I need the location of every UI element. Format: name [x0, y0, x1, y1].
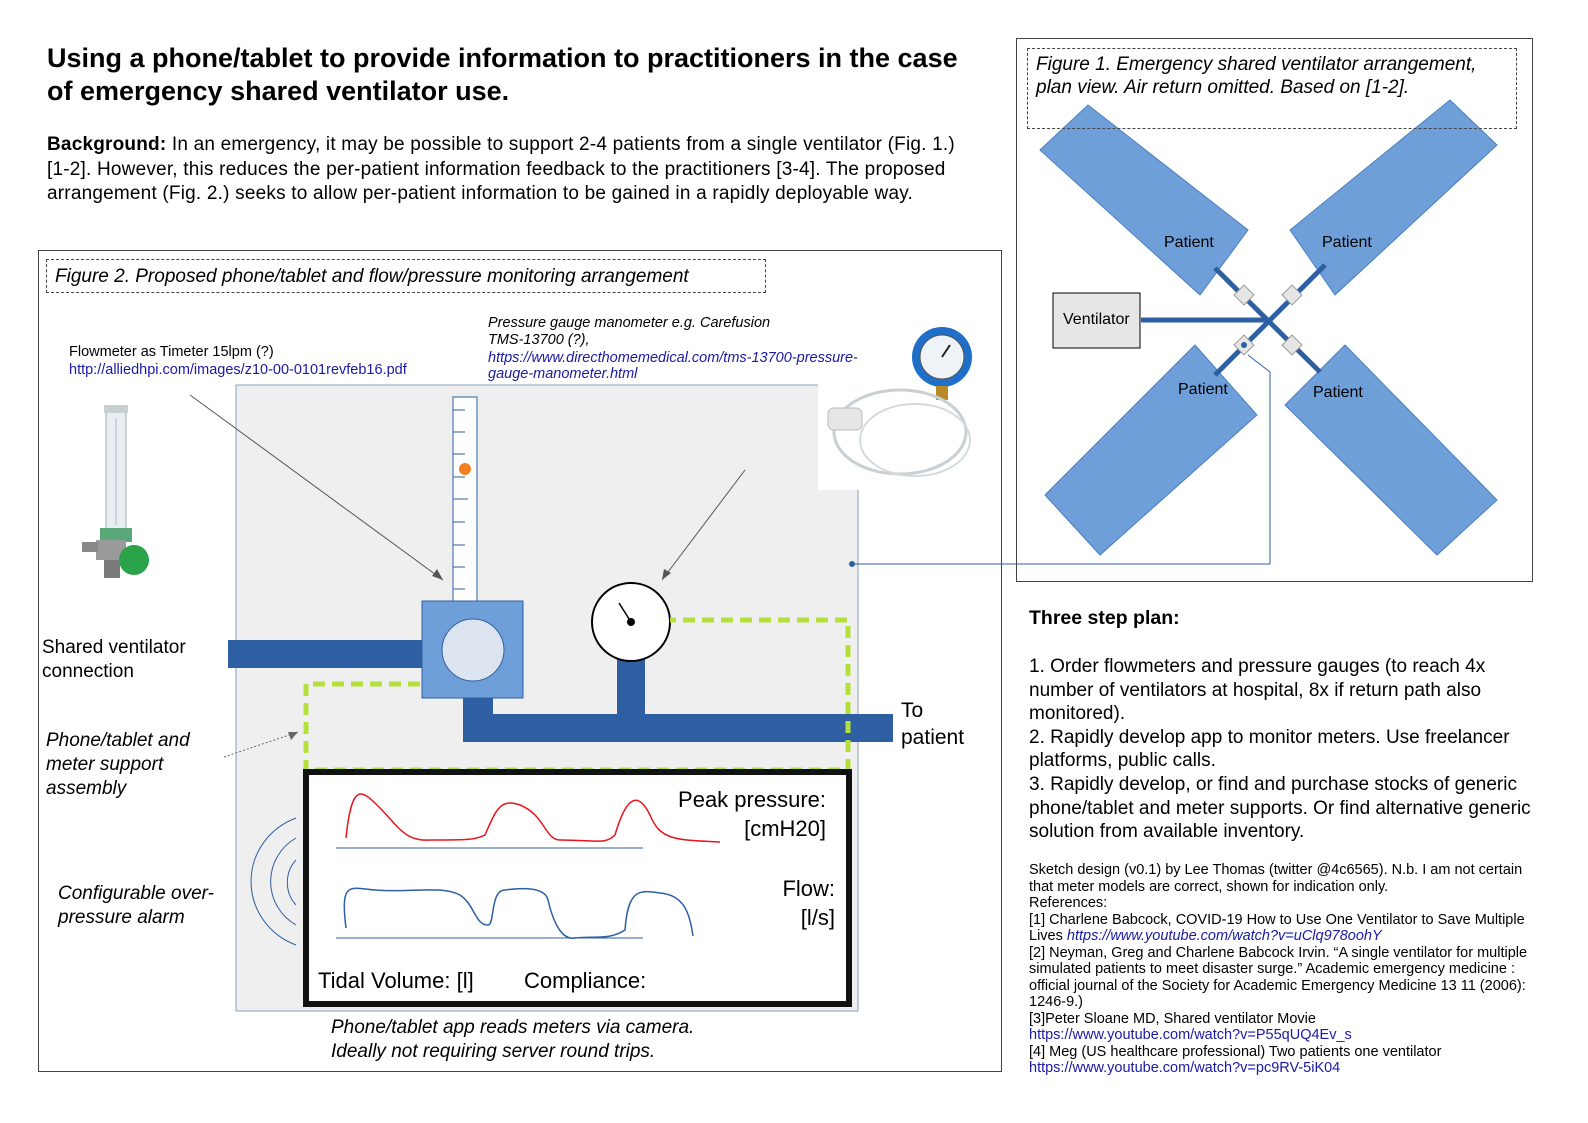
- to-patient-line-1: To: [901, 699, 924, 722]
- reference-1: [1029, 912, 1539, 945]
- plan-steps: [1029, 655, 1549, 844]
- plan-step-1: 1. Order flowmeters and pressure gauges (to reach 4x number of ventilators at hospital, 8x if return path also monitored).: [1029, 656, 1486, 725]
- reference-3-text: [3]Peter Sloane MD, Shared ventilator Movie: [1029, 1010, 1316, 1027]
- to-patient-label: [901, 697, 964, 751]
- plan-step-3: 3. Rapidly develop, or find and purchase stocks of generic phone/tablet and meter supports. Or find alternative generic solution from available inventory.: [1029, 773, 1531, 843]
- ventilator-inlet-pipe: [228, 640, 428, 668]
- references-label: References:: [1029, 895, 1108, 911]
- flowmeter-photo: [82, 405, 149, 578]
- app-note: [331, 1016, 694, 1064]
- figure-1-caption: Figure 1. Emergency shared ventilator arrangement, plan view. Air return omitted. Based on [1-2].: [1027, 48, 1517, 129]
- tidal-volume-label: Tidal Volume: [l]: [318, 968, 474, 993]
- flow-scale: [453, 397, 477, 602]
- app-note-line-1: Phone/tablet app reads meters via camera.: [331, 1017, 695, 1038]
- background-label: Background:: [47, 134, 167, 155]
- reference-3-link[interactable]: https://www.youtube.com/watch?v=P55qUQ4Ev_s: [1029, 1027, 1352, 1043]
- reference-4: [1029, 1044, 1539, 1077]
- support-line-2: meter support: [46, 754, 164, 775]
- patient-label-top-right: Patient: [1322, 234, 1372, 251]
- app-note-line-2: Ideally not requiring server round trips.: [331, 1041, 656, 1062]
- sketch-credit: Sketch design (v0.1) by Lee Thomas (twitter @4c6565). N.b. I am not certain that meter models are correct, shown for indication only.: [1029, 862, 1523, 895]
- shared-connection-label: [42, 636, 186, 683]
- flow-readout: [700, 874, 835, 932]
- alarm-line-2: pressure alarm: [58, 907, 185, 928]
- gauge-label-line-2: TMS-13700 (?),: [488, 332, 590, 348]
- flow-unit: [l/s]: [800, 905, 835, 930]
- ventilator-label: Ventilator: [1063, 311, 1130, 328]
- reference-4-text: [4] Meg (US healthcare professional) Two patients one ventilator: [1029, 1043, 1442, 1060]
- patient-outlet-pipe: [463, 714, 893, 742]
- reference-1-link[interactable]: https://www.youtube.com/watch?v=uClq978oohY: [1066, 928, 1382, 944]
- alarm-label: [58, 882, 214, 930]
- flowmeter-window: [442, 619, 504, 681]
- reference-2: [2] Neyman, Greg and Charlene Babcock Irvin. “A single ventilator for multiple simulated patients to meet disaster surge.” Academic emergency medicine : official journal of the Society for Academic Emergency Medicine 13 11 (2006): 1246-9.): [1029, 944, 1528, 1010]
- alarm-line-1: Configurable over-: [58, 883, 214, 904]
- support-label: [46, 729, 190, 801]
- patient-label-bottom-right: Patient: [1313, 384, 1363, 401]
- peak-pressure-readout: [640, 785, 826, 843]
- reference-1-text: [1] Charlene Babcock, COVID-19 How to Use One Ventilator to Save Multiple Lives: [1029, 911, 1525, 944]
- background-body: In an emergency, it may be possible to support 2-4 patients from a single ventilator (Fig. 1.) [1-2]. However, this reduces the per-patient information feedback to the practitioners [3-4]. The proposed arrangement (Fig. 2.) seeks to allow per-patient information to be gained in a rapidly deployable way.: [47, 134, 955, 204]
- figure-2-caption: Figure 2. Proposed phone/tablet and flow/pressure monitoring arrangement: [46, 259, 766, 293]
- gauge-link[interactable]: [488, 350, 858, 382]
- gauge-link-line-2[interactable]: gauge-manometer.html: [488, 366, 638, 382]
- plan-title: Three step plan:: [1029, 607, 1180, 629]
- patient-label-bottom-left: Patient: [1178, 381, 1228, 398]
- support-line-1: Phone/tablet and: [46, 730, 190, 751]
- shared-connection-line-2: connection: [42, 660, 134, 682]
- flow-float: [459, 463, 471, 475]
- flowmeter-label: Flowmeter as Timeter 15lpm (?): [69, 344, 274, 360]
- gauge-link-line-1[interactable]: https://www.directhomemedical.com/tms-13700-pressure-: [488, 350, 858, 366]
- gauge-label: [488, 315, 770, 349]
- peak-pressure-unit: [cmH20]: [744, 816, 826, 841]
- compliance-label: Compliance:: [524, 968, 647, 993]
- reference-3: [1029, 1011, 1539, 1044]
- flow-label: Flow:: [782, 876, 835, 901]
- peak-pressure-label: Peak pressure:: [678, 787, 826, 812]
- plan-step-2: 2. Rapidly develop app to monitor meters. Use freelancer platforms, public calls.: [1029, 726, 1510, 772]
- shared-connection-line-1: Shared ventilator: [42, 637, 186, 658]
- reference-4-link[interactable]: https://www.youtube.com/watch?v=pc9RV-5iK04: [1029, 1060, 1341, 1076]
- patient-label-top-left: Patient: [1164, 234, 1214, 251]
- gauge-label-line-1: Pressure gauge manometer e.g. Carefusion: [488, 315, 771, 331]
- page-title: Using a phone/tablet to provide information to practitioners in the case of emergency shared ventilator use.: [47, 43, 958, 106]
- flowmeter-link[interactable]: http://alliedhpi.com/images/z10-00-0101revfeb16.pdf: [69, 362, 407, 378]
- references: [1029, 862, 1539, 1077]
- to-patient-line-2: patient: [901, 726, 965, 749]
- support-line-3: assembly: [46, 778, 127, 799]
